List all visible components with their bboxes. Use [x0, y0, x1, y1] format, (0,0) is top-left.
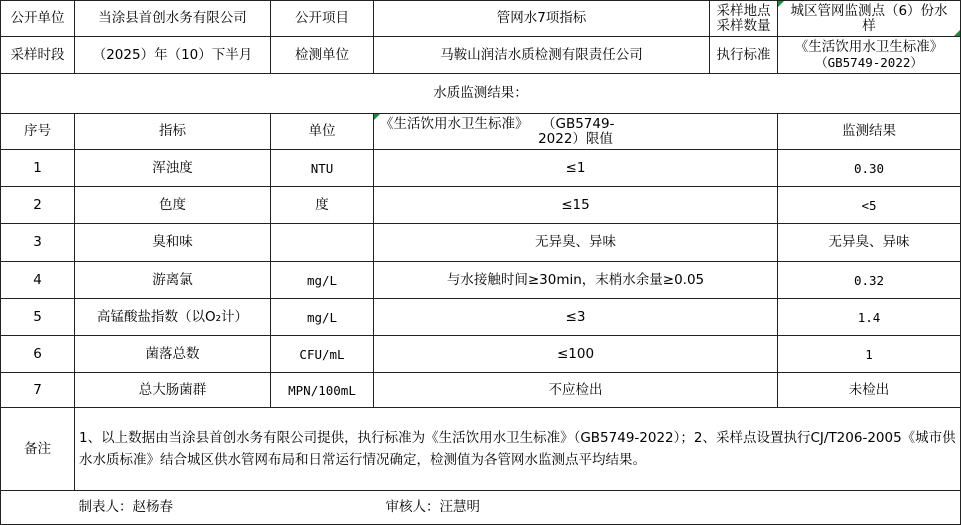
- row-result: 无异臭、异味: [778, 224, 961, 262]
- reviewer: 审核人：汪慧明: [374, 491, 710, 525]
- footer-spacer: [778, 491, 961, 525]
- row-unit: NTU: [271, 150, 374, 187]
- row-limit: 无异臭、异味: [374, 224, 778, 262]
- site-label-line2: 采样数量: [716, 17, 771, 34]
- row-limit: ≤3: [374, 299, 778, 336]
- standard-label: 执行标准: [710, 37, 778, 74]
- header-row-2: [1, 37, 961, 74]
- standard-value: [778, 37, 961, 74]
- row-result: 1: [778, 336, 961, 373]
- site-value: [778, 1, 961, 37]
- remarks-text: 1、以上数据由当涂县首创水务有限公司提供，执行标准为《生活饮用水卫生标准》（GB5749-2022）；2、采样点设置执行CJ/T206-2005《城市供水水质标准》结合城区供水管网布局和日常运行情况确定，检测值为各管网水监测点平均结果。: [75, 408, 961, 491]
- row-unit: MPN/100mL: [271, 373, 374, 408]
- footer-spacer: [1, 491, 75, 525]
- results-title: 水质监测结果：: [1, 74, 961, 114]
- preparer: 制表人：赵杨春: [75, 491, 271, 525]
- footer-spacer: [271, 491, 374, 525]
- row-indicator: 臭和味: [75, 224, 271, 262]
- column-header-row: [1, 114, 961, 150]
- row-unit: CFU/mL: [271, 336, 374, 373]
- col-limit-line2: 2022）限值: [538, 130, 613, 147]
- table-row: [1, 224, 961, 262]
- footer-spacer: [710, 491, 778, 525]
- row-indicator: 高锰酸盐指数（以O₂计）: [75, 299, 271, 336]
- footer-row: [1, 491, 961, 525]
- row-no: 4: [1, 262, 75, 299]
- col-result: 监测结果: [778, 114, 961, 150]
- row-no: 2: [1, 187, 75, 224]
- row-limit: ≤1: [374, 150, 778, 187]
- row-limit: 不应检出: [374, 373, 778, 408]
- row-indicator: 色度: [75, 187, 271, 224]
- table-row: [1, 187, 961, 224]
- row-indicator: 总大肠菌群: [75, 373, 271, 408]
- row-unit: 度: [271, 187, 374, 224]
- unit-label: 公开单位: [1, 1, 75, 37]
- row-result: 0.32: [778, 262, 961, 299]
- row-no: 3: [1, 224, 75, 262]
- results-title-row: [1, 74, 961, 114]
- row-result: 0.30: [778, 150, 961, 187]
- row-no: 7: [1, 373, 75, 408]
- row-unit: [271, 224, 374, 262]
- table-row: [1, 150, 961, 187]
- item-label: 公开项目: [271, 1, 374, 37]
- row-indicator: 浑浊度: [75, 150, 271, 187]
- row-result: 1.4: [778, 299, 961, 336]
- row-limit: 与水接触时间≥30min，末梢水余量≥0.05: [374, 262, 778, 299]
- table-row: [1, 262, 961, 299]
- row-limit: ≤15: [374, 187, 778, 224]
- header-row-1: [1, 1, 961, 37]
- period-value: （2025）年（10）下半月: [75, 37, 271, 74]
- row-result: 未检出: [778, 373, 961, 408]
- row-unit: mg/L: [271, 299, 374, 336]
- row-indicator: 游离氯: [75, 262, 271, 299]
- col-no: 序号: [1, 114, 75, 150]
- table-row: [1, 373, 961, 408]
- standard-value-line1: 《生活饮用水卫生标准》: [794, 39, 944, 55]
- site-label-line1: 采样地点: [716, 2, 771, 19]
- row-no: 5: [1, 299, 75, 336]
- item-value: 管网水7项指标: [374, 1, 710, 37]
- col-limit-line1: 《生活饮用水卫生标准》 （GB5749-: [380, 115, 615, 132]
- remarks-label: 备注: [1, 408, 75, 491]
- table-row: [1, 299, 961, 336]
- lab-label: 检测单位: [271, 37, 374, 74]
- table-row: [1, 336, 961, 373]
- unit-value: 当涂县首创水务有限公司: [75, 1, 271, 37]
- remarks-row: [1, 408, 961, 491]
- col-limit: [374, 114, 778, 150]
- row-result: <5: [778, 187, 961, 224]
- col-unit: 单位: [271, 114, 374, 150]
- row-limit: ≤100: [374, 336, 778, 373]
- row-no: 6: [1, 336, 75, 373]
- site-label: [710, 1, 778, 37]
- row-indicator: 菌落总数: [75, 336, 271, 373]
- period-label: 采样时段: [1, 37, 75, 74]
- row-unit: mg/L: [271, 262, 374, 299]
- site-value-text: 城区管网监测点（6）份水样: [790, 2, 948, 34]
- lab-value: 马鞍山润洁水质检测有限责任公司: [374, 37, 710, 74]
- standard-value-line2: （GB5749-2022）: [815, 55, 923, 70]
- col-indicator: 指标: [75, 114, 271, 150]
- row-no: 1: [1, 150, 75, 187]
